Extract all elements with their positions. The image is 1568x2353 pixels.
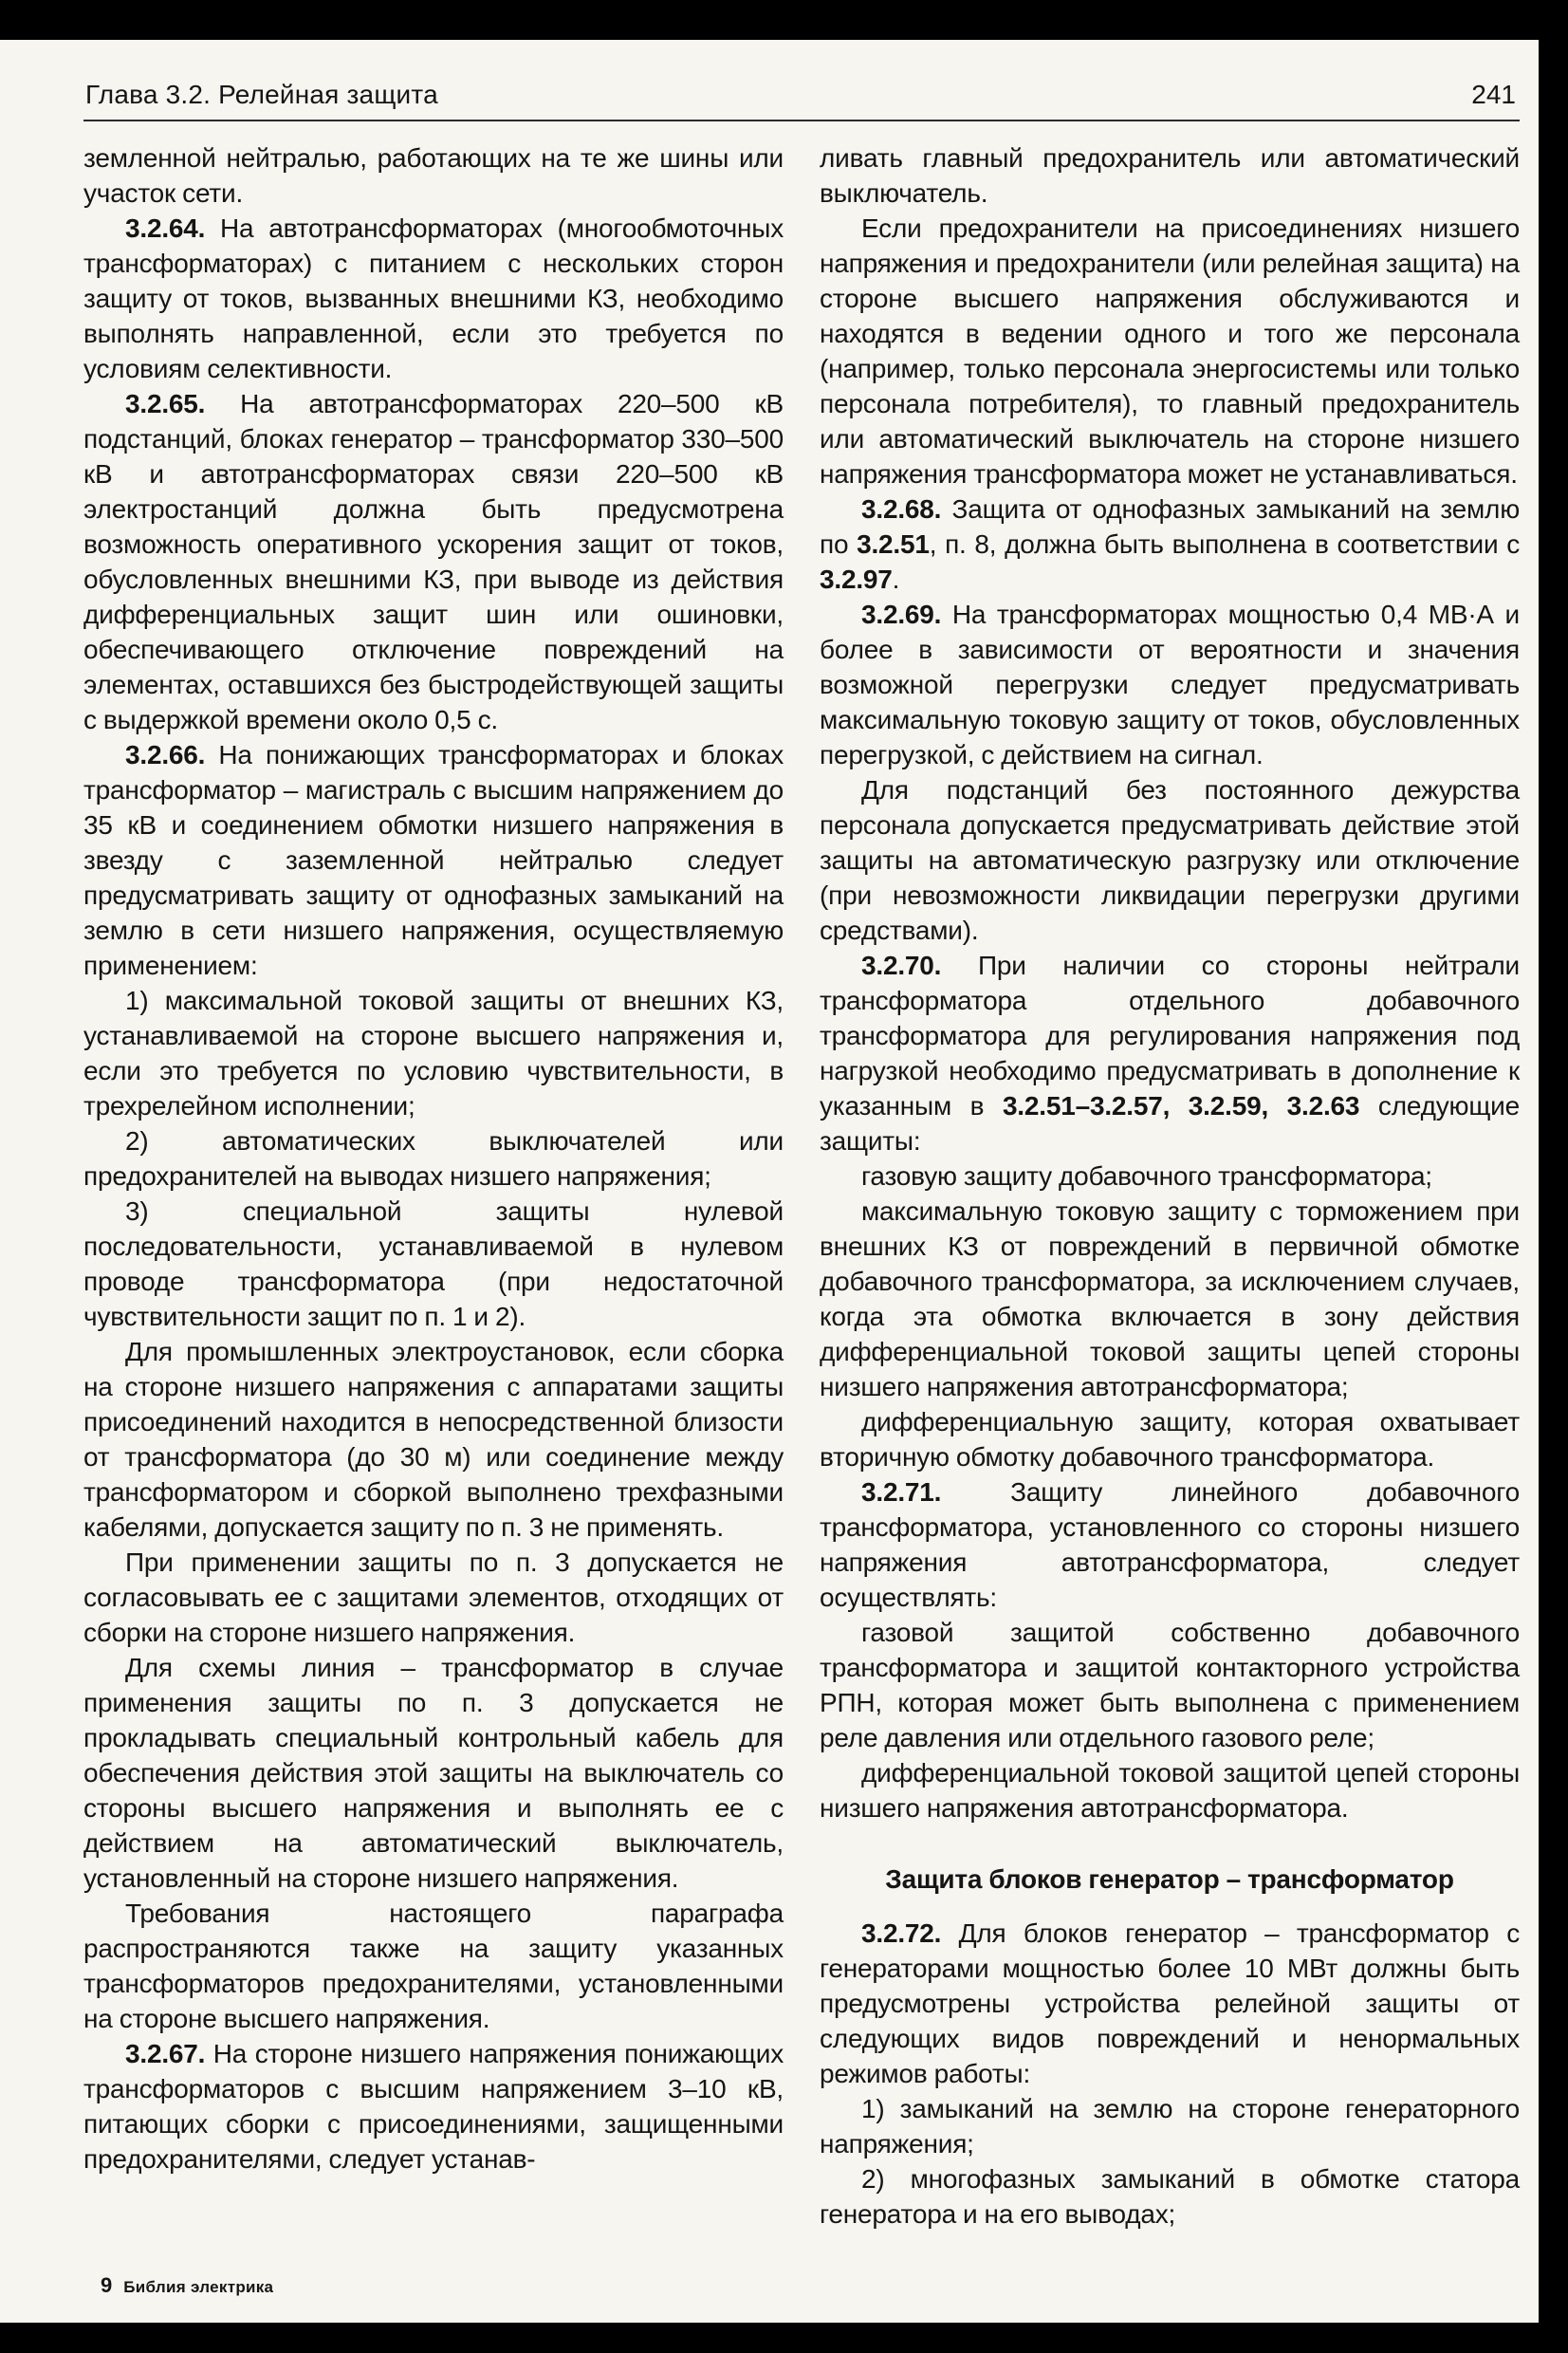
bold-text-segment: 3.2.71. — [861, 1477, 1011, 1507]
paragraph — [83, 211, 784, 386]
paragraph — [820, 1474, 1520, 1615]
paragraph — [83, 1650, 784, 1896]
text-segment: Для промышленных электроустановок, если сборка на стороне низшего напряжения с аппаратами защиты присоединений находится в непосредственной близости от трансформатора (до 30 м) или соединение между трансформатором и сборкой выполнено трехфазными кабелями, допускается защиту по п. 3 не применять. — [83, 1337, 784, 1542]
text-segment: земленной нейтралью, работающих на те же шины или участок сети. — [83, 143, 784, 208]
left-column — [83, 140, 784, 2232]
scan-edge-right — [1539, 0, 1568, 2353]
text-segment: дифференциальную защиту, которая охватывает вторичную обмотку добавочного трансформатора. — [820, 1407, 1520, 1472]
text-segment: газовую защиту добавочного трансформатора; — [861, 1161, 1432, 1191]
paragraph — [83, 140, 784, 211]
text-segment: Для блоков генератор – трансформатор с генераторами мощностью более 10 МВт должны быть предусмотрены устройства релейной защиты от следующих видов повреждений и ненормальных режимов работы: — [820, 1918, 1520, 2088]
bold-text-segment: 3.2.67. — [125, 2039, 213, 2068]
paragraph — [83, 386, 784, 737]
text-segment: 3) специальной защиты нулевой последовательности, устанавливаемой в нулевом проводе трансформатора (при недостаточной чувствительности защит по п. 1 и 2). — [83, 1196, 784, 1331]
text-segment: Защиту линейного добавочного трансформатора, установленного со стороны низшего напряжения автотрансформатора, следует осуществлять: — [820, 1477, 1520, 1612]
paragraph — [820, 1755, 1520, 1825]
paragraph — [820, 1158, 1520, 1194]
paragraph — [83, 1545, 784, 1650]
paragraph — [820, 772, 1520, 948]
text-segment: Требования настоящего параграфа распространяются также на защиту указанных трансформаторов предохранителями, установленными на стороне высшего напряжения. — [83, 1899, 784, 2033]
print-signature-number: 9 — [101, 2273, 113, 2297]
text-segment: На понижающих трансформаторах и блоках трансформатор – магистраль с высшим напряжением до 35 кВ и соединением обмотки низшего напряжения в звезду с заземленной нейтралью следует предусматривать защиту от однофазных замыканий на землю в сети низшего напряжения, осуществляемую применением: — [83, 740, 784, 980]
paragraph — [83, 737, 784, 983]
text-segment: Для схемы линия – трансформатор в случае применения защиты по п. 3 допускается не прокладывать специальный контрольный кабель для обеспечения действия этой защиты на выключатель со стороны высшего напряжения и выполнять ее с действием на автоматический выключатель, установленный на стороне низшего напряжения. — [83, 1653, 784, 1893]
bold-text-segment: 3.2.69. — [861, 600, 952, 629]
text-segment: 1) замыканий на землю на стороне генераторного напряжения; — [820, 2094, 1520, 2158]
text-segment: На автотрансформаторах 220–500 кВ подстанций, блоках генератор – трансформатор 330–500 кВ и автотрансформаторах связи 220–500 кВ электростанций должна быть предусмотрена возможность оперативного ускорения защит от токов, обусловленных внешними КЗ, при выводе из действия дифференциальных защит шин или ошиновки, обеспечивающего отключение повреждений на элементах, оставшихся без быстродействующей защиты с выдержкой времени около 0,5 с. — [83, 389, 784, 734]
bold-text-segment: 3.2.72. — [861, 1918, 959, 1948]
bold-text-segment: 3.2.97 — [820, 565, 893, 594]
scan-edge-bottom — [0, 2323, 1568, 2353]
text-segment: Защита от однофазных замыканий на землю по — [820, 494, 1520, 559]
page-footer — [101, 2273, 273, 2298]
text-segment: 2) автоматических выключателей или предохранителей на выводах низшего напряжения; — [83, 1126, 784, 1191]
bold-text-segment: 3.2.51–3.2.57, 3.2.59, 3.2.63 — [1002, 1091, 1360, 1121]
right-column — [820, 140, 1520, 2232]
bold-text-segment: 3.2.65. — [125, 389, 241, 418]
paragraph — [820, 1194, 1520, 1404]
bold-text-segment: 3.2.64. — [125, 213, 221, 243]
paragraph — [820, 597, 1520, 772]
text-segment: ливать главный предохранитель или автоматический выключатель. — [820, 143, 1520, 208]
paragraph — [820, 491, 1520, 597]
bold-text-segment: 3.2.66. — [125, 740, 219, 769]
bold-text-segment: 3.2.70. — [861, 951, 978, 980]
paragraph — [820, 1916, 1520, 2091]
text-segment: При применении защиты по п. 3 допускается не согласовывать ее с защитами элементов, отходящих от сборки на стороне низшего напряжения. — [83, 1547, 784, 1647]
paragraph — [820, 140, 1520, 211]
paragraph — [820, 1615, 1520, 1755]
paragraph — [83, 983, 784, 1123]
bold-text-segment: 3.2.68. — [861, 494, 952, 524]
text-segment: При наличии со стороны нейтрали трансформатора отдельного добавочного трансформатора для регулирования напряжения под нагрузкой необходимо предусматривать в дополнение к указанным в — [820, 951, 1520, 1121]
paragraph — [83, 1896, 784, 2036]
page-content — [0, 40, 1539, 2323]
text-segment: максимальную токовую защиту с торможением при внешних КЗ от повреждений в первичной обмотке добавочного трансформатора, за исключением случаев, когда эта обмотка включается в зону действия дифференциальной токовой защиты цепей стороны низшего напряжения автотрансформатора; — [820, 1196, 1520, 1401]
text-segment: дифференциальной токовой защитой цепей стороны низшего напряжения автотрансформатора. — [820, 1758, 1520, 1823]
paragraph — [83, 1123, 784, 1194]
text-segment: Если предохранители на присоединениях низшего напряжения и предохранители (или релейная защита) на стороне высшего напряжения обслуживаются и находятся в ведении одного и того же персонала (например, только персонала энергосистемы или только персонала потребителя), то главный предохранитель или автоматический выключатель на стороне низшего напряжения трансформатора может не устанавливаться. — [820, 213, 1520, 489]
bold-text-segment: 3.2.51 — [857, 529, 930, 559]
chapter-title: Глава 3.2. Релейная защита — [85, 80, 438, 109]
running-header — [83, 80, 1520, 121]
paragraph — [820, 2091, 1520, 2161]
paragraph — [83, 1194, 784, 1334]
text-segment: На трансформаторах мощностью 0,4 МВ·А и более в зависимости от вероятности и значения возможной перегрузки следует предусматривать максимальную токовую защиту от токов, обусловленных перегрузкой, с действием на сигнал. — [820, 600, 1520, 769]
paragraph — [820, 948, 1520, 1158]
scan-edge-top — [0, 0, 1568, 40]
text-segment: газовой защитой собственно добавочного трансформатора и защитой контакторного устройства РПН, которая может быть выполнена с применением реле давления или отдельного газового реле; — [820, 1618, 1520, 1752]
paragraph — [820, 2161, 1520, 2232]
text-segment: Для подстанций без постоянного дежурства персонала допускается предусматривать действие этой защиты на автоматическую разгрузку или отключение (при невозможности ликвидации перегрузки другими средствами). — [820, 775, 1520, 945]
book-imprint: Библия электрика — [123, 2278, 274, 2296]
paragraph — [820, 211, 1520, 491]
paragraph — [83, 2036, 784, 2177]
page-number: 241 — [1471, 80, 1516, 109]
bold-text-segment: Защита блоков генератор – трансформатор — [885, 1864, 1454, 1894]
text-segment: На стороне низшего напряжения понижающих трансформаторов с высшим напряжением 3–10 кВ, питающих сборки с присоединениями, защищенными предохранителями, следует устанав- — [83, 2039, 784, 2174]
text-segment: 1) максимальной токовой защиты от внешних КЗ, устанавливаемой на стороне высшего напряжения и, если это требуется по условию чувствительности, в трехрелейном исполнении; — [83, 986, 784, 1121]
text-segment: следующие защиты: — [820, 1091, 1520, 1156]
text-segment: , п. 8, должна быть выполнена в соответствии с — [929, 529, 1520, 559]
text-segment: . — [892, 565, 900, 594]
text-columns — [83, 140, 1520, 2232]
paragraph — [83, 1334, 784, 1545]
section-heading — [820, 1862, 1520, 1897]
text-segment: На автотрансформаторах (многообмоточных трансформаторах) с питанием с нескольких сторон защиту от токов, вызванных внешними КЗ, необходимо выполнять направленной, если это требуется по условиям селективности. — [83, 213, 784, 383]
paragraph — [820, 1404, 1520, 1474]
text-segment: 2) многофазных замыканий в обмотке статора генератора и на его выводах; — [820, 2164, 1520, 2229]
